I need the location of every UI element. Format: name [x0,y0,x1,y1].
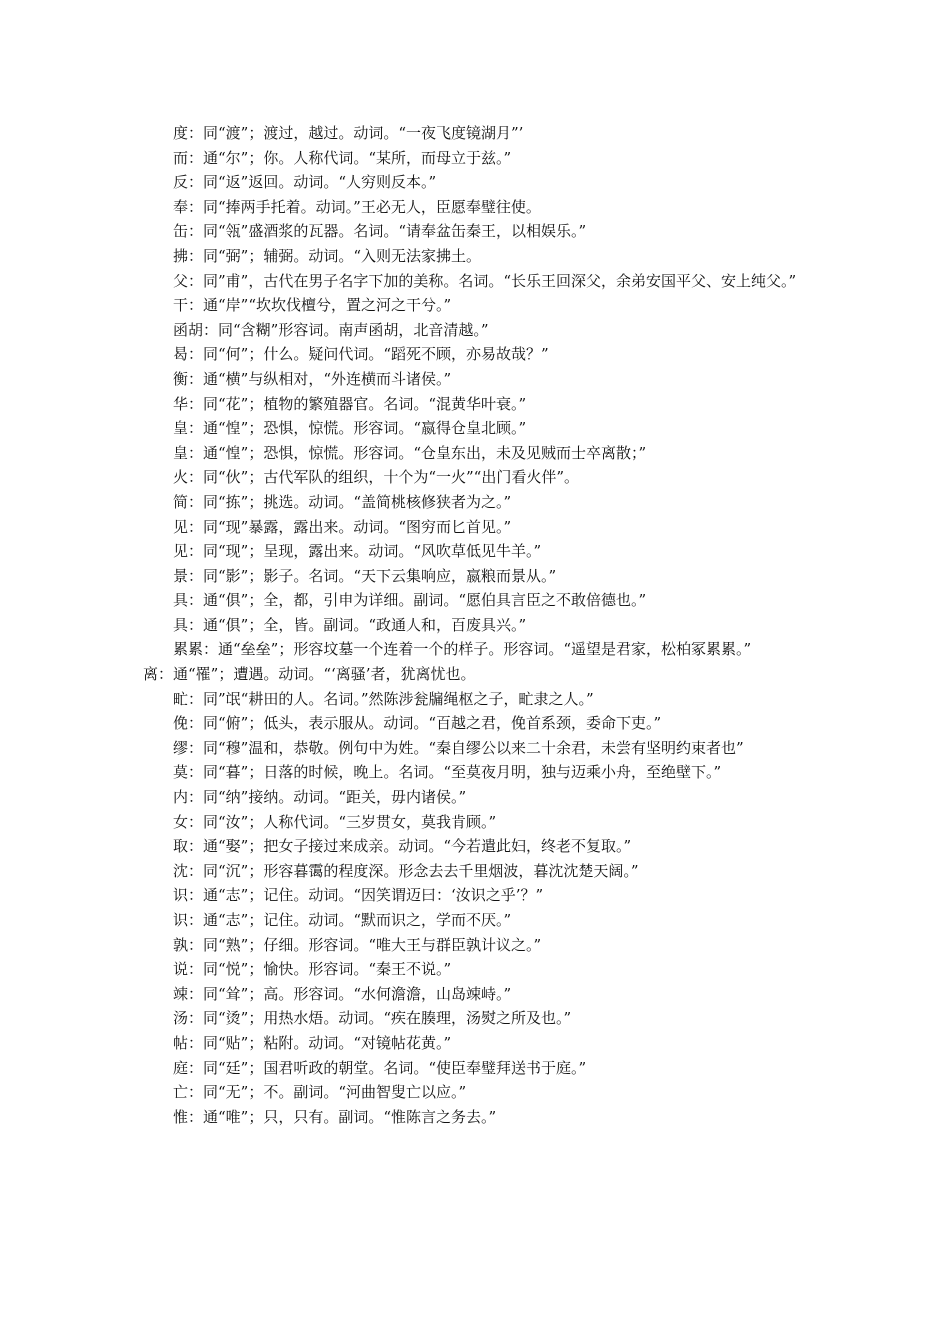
list-item: 庭：同“廷”；国君听政的朝堂。名词。“使臣奉璧拜送书于庭。” [173,1058,587,1077]
list-item: 华：同“花”；植物的繁殖器官。名词。“混黄华叶衰。” [173,394,527,413]
list-item: 景：同“影”；影子。名词。“天下云集响应，嬴粮而景从。” [173,566,557,585]
list-item: 缪：同“穆”温和，恭敬。例句中为姓。“秦自缪公以来二十余君，未尝有坚明约束者也” [173,738,744,757]
entry-list [143,121,813,1129]
list-item: 父：同”甫”，古代在男子名字下加的美称。名词。“长乐王回深父，余弟安国平父、安上纯父。” [173,271,797,290]
list-item: 曷：同“何”；什么。疑问代词。“蹈死不顾，亦易故哉？” [173,345,549,364]
list-item: 沈：同“沉”；形容暮霭的程度深。形念去去千里烟波，暮沈沈楚天阔。” [173,861,639,880]
list-item: 内：同“纳”接纳。动词。“距关，毋内诸侯。” [173,788,467,807]
list-item: 而：通“尔”；你。人称代词。“某所，而母立于兹。” [173,148,512,167]
list-item: 离：通“罹”；遭遇。动词。“‘离骚’者，犹离忧也。 [143,665,476,684]
list-item: 皇：通“惶”；恐惧，惊慌。形容词。“仓皇东出，未及见贼而士卒离散；” [173,443,647,462]
list-item: 奉：同“捧两手托着。动词。”王必无人，臣愿奉璧往使。 [173,197,541,216]
list-item: 汤：同“烫”；用热水焐。动词。“疾在腠理，汤熨之所及也。” [173,1009,572,1028]
list-item: 孰：同“熟”；仔细。形容词。“唯大王与群臣孰计议之。” [173,935,542,954]
list-item: 拂：同“弼”；辅弼。动词。“入则无法家拂土。 [173,246,482,265]
list-item: 干：通“岸”“坎坎伐檀兮，置之河之干兮。” [173,296,452,315]
list-item: 函胡：同“含糊”形容词。南声函胡，北音清越。” [173,320,489,339]
list-item: 具：通“俱”；全，都，引申为详细。副词。“愿伯具言臣之不敢倍德也。” [173,591,647,610]
list-item: 帖：同“贴”；粘附。动词。“对镜帖花黄。” [173,1033,452,1052]
list-item: 度：同“渡”；渡过，越过。动词。“一夜飞度镜湖月”’ [173,124,524,142]
list-item: 识：通“志”；记住。动词。“因笑谓迈曰：‘汝识之乎’？” [173,886,544,905]
list-item: 甿：同”氓“耕田的人。名词。”然陈涉瓮牖绳枢之子，甿隶之人。” [173,689,594,708]
list-item: 俛：同“俯”；低头，表示服从。动词。“百越之君，俛首系颈，委命下吏。” [173,714,662,733]
list-item: 具：通“俱”；全，皆。副词。“政通人和，百废具兴。” [173,615,527,634]
list-item: 简：同“拣”；挑选。动词。“盖简桃核修狭者为之。” [173,492,512,511]
list-item: 说：同“悦”；愉快。形容词。“秦王不说。” [173,960,452,979]
list-item: 亡：同“无”；不。副词。“河曲智叟亡以应。” [173,1083,467,1102]
list-item: 见：同“现”暴露，露出来。动词。“图穷而匕首见。” [173,517,512,536]
list-item: 惟：通“唯”；只，只有。副词。“惟陈言之务去。” [173,1107,497,1126]
list-item: 皇：通“惶”；恐惧，惊慌。形容词。“嬴得仓皇北顾。” [173,419,527,438]
list-item: 识：通“志”；记住。动词。“默而识之，学而不厌。” [173,911,512,929]
list-item: 竦：同“耸”；高。形容词。“水何澹澹，山岛竦峙。” [173,984,512,1003]
list-item: 取：通“娶”；把女子接过来成亲。动词。“今若遣此妇，终老不复取。” [173,837,632,856]
list-item: 莫：同“暮”；日落的时候，晚上。名词。“至莫夜月明，独与迈乘小舟，至绝壁下。” [173,763,722,782]
list-item: 反：同“返”返回。动词。“人穷则反本。” [173,173,437,192]
list-item: 累累：通“垒垒”；形容坟墓一个连着一个的样子。形容词。“遥望是君家，松柏冢累累。” [173,640,752,659]
list-item: 见：同“现”；呈现，露出来。动词。“风吹草低见牛羊。” [173,542,542,561]
list-item: 火：同“伙”；古代军队的组织，十个为“一火”“出门看火伴”。 [173,468,580,487]
list-item: 衡：通“横”与纵相对，“外连横而斗诸侯。” [173,369,452,388]
list-item: 女：同“汝”；人称代词。“三岁贯女，莫我肯顾。” [173,812,497,831]
list-item: 缶：同“瓴”盛酒浆的瓦器。名词。“请奉盆缶秦王，以相娱乐。” [173,222,587,241]
